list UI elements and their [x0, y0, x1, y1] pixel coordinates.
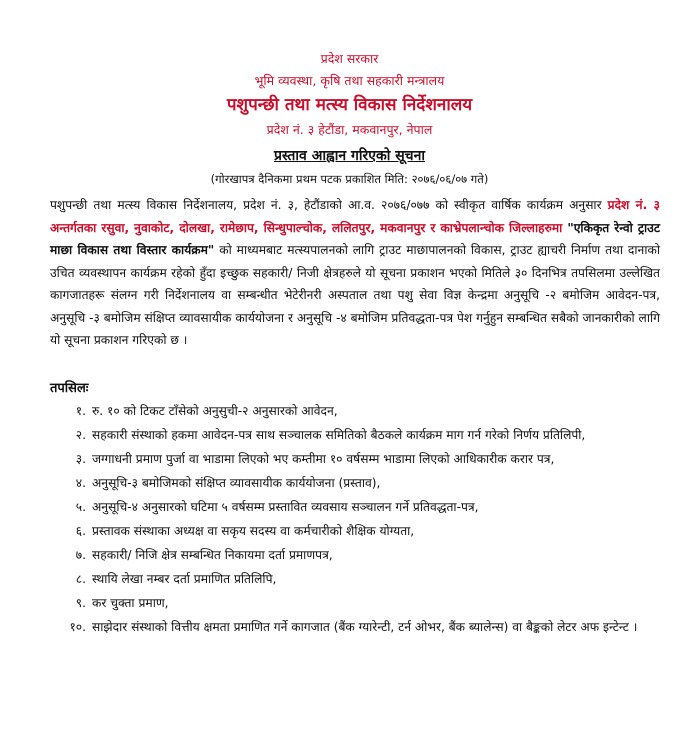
- body-intro: पशुपन्छी तथा मत्स्य विकास निर्देशनालय, प्रदेश नं. ३, हेटौंडाको आ.व. २०७६/०७७ को स्वीकृत वार्षिक कार्यक्रम अनुसार: [50, 198, 608, 212]
- list-item: [60, 520, 660, 542]
- tapsil-heading: तपसिलः: [50, 381, 89, 396]
- requirements-list: [60, 400, 660, 640]
- list-item-number: १०.: [69, 620, 86, 634]
- list-item-text: स्थायि लेखा नम्बर दर्ता प्रमाणित प्रतिलिपि,: [92, 572, 277, 586]
- body-districts: प्रदेश नं. ३ अन्तर्गतका रसुवा, नुवाकोट, दोलखा, रामेछाप, सिन्धुपाल्चोक, ललितपुर, मकवानपुर र काभ्रेपलान्चोक जिल्लाहरुमा: [50, 198, 660, 235]
- list-item-number: ३.: [75, 452, 86, 466]
- list-item-text: सहकारी संस्थाको हकमा आवेदन-पत्र साथ सञ्चालक समितिको बैठकले कार्यक्रम माग गर्न गरेको निर्णय प्रतिलिपी,: [92, 428, 586, 442]
- body-program-name: "एकिकृत रेन्वो ट्राउट माछा विकास तथा विस्तार कार्यक्रम": [50, 220, 660, 257]
- list-item: [60, 400, 660, 422]
- list-item-text: सहकारी/ निजि क्षेत्र सम्बन्धित निकायमा दर्ता प्रमाणपत्र,: [92, 548, 333, 562]
- list-item: [60, 568, 660, 590]
- list-item-number: ८.: [75, 572, 86, 586]
- notice-title: प्रस्ताव आह्वान गरिएको सूचना: [274, 148, 425, 164]
- list-item-text: रु. १० को टिकट टाँसेको अनुसुची-२ अनुसारको आवेदन,: [92, 404, 338, 418]
- list-item-number: ५.: [75, 500, 86, 514]
- list-item-number: ९.: [75, 596, 86, 610]
- body-details: को माध्यमबाट मत्स्यपालनको लागि ट्राउट माछापालनको विकास, ट्राउट ह्याचरी निर्माण तथा दानाको उचित व्यवस्थापन कार्यक्रम रहेको हुँदा इच्छुक सहकारी/ निजी क्षेत्रहरुले यो सूचना प्रकाशन भएको मितिले ३० दिनभित्र तपसिलमा उल्लेखित कागजातहरू संलग्न गरी निर्देशनालय वा सम्बन्धीत भेटेरीनरी अस्पताल तथा पशु सेवा विज्ञ केन्द्रमा अनुसूचि -२ बमोजिम आवेदन-पत्र, अनुसूचि -३ बमोजिम संक्षिप्त व्यावसायीक कार्ययोजना र अनुसूचि -४ बमोजिम प्रतिवद्धता-पत्र पेश गर्नुहुन सम्बन्धित सबैको जानकारीको लागि यो सूचना प्रकाशन गरिएको छ ।: [50, 243, 660, 347]
- list-item: [60, 544, 660, 566]
- list-item: [60, 448, 660, 470]
- list-item: [60, 472, 660, 494]
- list-item: [60, 496, 660, 518]
- list-item-number: ६.: [75, 524, 86, 538]
- notice-body: [50, 194, 660, 352]
- list-item-text: अनुसूचि-४ अनुसारको घटिमा ५ वर्षसम्म प्रस्तावित व्यवसाय सञ्चालन गर्ने प्रतिवद्धता-पत्र,: [92, 500, 479, 514]
- list-item: [60, 424, 660, 446]
- list-item-number: १.: [75, 404, 86, 418]
- list-item-number: ४.: [75, 476, 86, 490]
- list-item: [60, 592, 660, 614]
- government-name: प्रदेश सरकार: [320, 51, 379, 66]
- ministry-name: भूमि व्यवस्था, कृषि तथा सहकारी मन्त्रालय: [254, 73, 445, 88]
- list-item: [60, 616, 660, 638]
- list-item-text: कर चुक्ता प्रमाण,: [92, 596, 169, 610]
- notice-title-wrap: [0, 146, 699, 165]
- list-item-number: ७.: [75, 548, 86, 562]
- list-item-text: जग्गाधनी प्रमाण पुर्जा वा भाडामा लिएको भए कम्तीमा १० वर्षसम्म भाडामा लिएको आधिकारीक करार पत्र,: [92, 452, 555, 466]
- office-address: प्रदेश नं. ३ हेटौंडा, मकवानपुर, नेपाल: [266, 122, 433, 137]
- list-item-text: साझेदार संस्थाको वित्तीय क्षमता प्रमाणित गर्ने कागजात (बैंक ग्यारेन्टी, टर्न ओभर, बैंक ब्यालेन्स) वा बैङ्कको लेटर अफ इन्टेन्ट ।: [92, 620, 638, 634]
- directorate-name: पशुपन्छी तथा मत्स्य विकास निर्देशनालय: [226, 95, 473, 115]
- publication-date-line: (गोरखापत्र दैनिकमा प्रथम पटक प्रकाशित मिति: २०७६/०६/०७ गते): [210, 172, 489, 186]
- list-item-number: २.: [75, 428, 86, 442]
- list-item-text: अनुसूचि-३ बमोजिमको संक्षिप्त व्यावसायीक कार्ययोजना (प्रस्ताव),: [92, 476, 381, 490]
- list-item-text: प्रस्तावक संस्थाका अध्यक्ष वा सकृय सदस्य वा कर्मचारीको शैक्षिक योग्यता,: [92, 524, 415, 538]
